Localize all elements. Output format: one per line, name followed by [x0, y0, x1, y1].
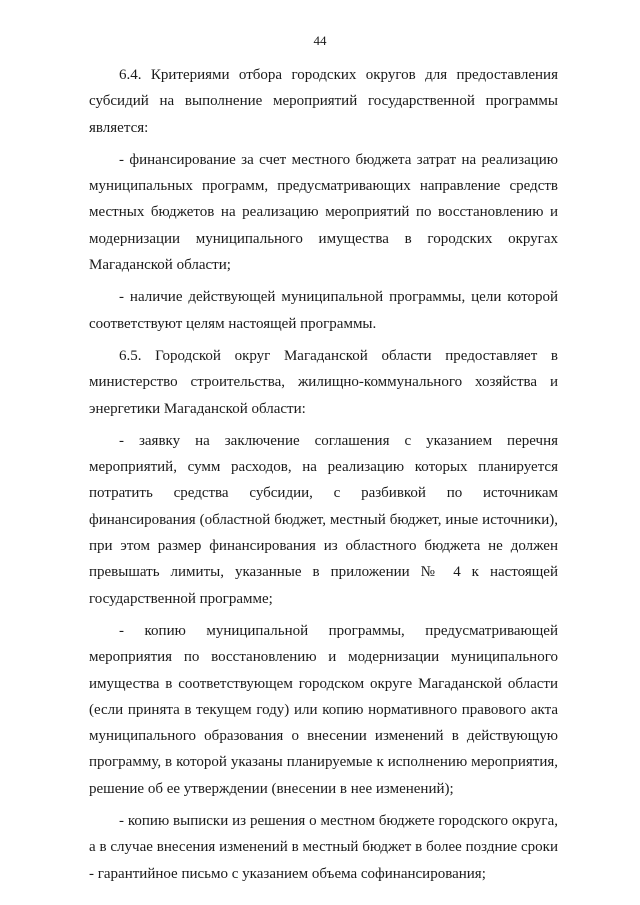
paragraph-criteria-program: - наличие действующей муниципальной программы, цели которой соответствуют целям настоящей программы. — [89, 289, 558, 332]
document-body — [89, 62, 558, 887]
paragraph-criteria-financing: - финансирование за счет местного бюджета затрат на реализацию муниципальных программ, предусматривающих направление средств местных бюджетов на реализацию мероприятий по восстановлению и модернизации муниципального имущества в городских округах Магаданской области; — [89, 151, 558, 274]
paragraph-6-5: 6.5. Городской округ Магаданской области предоставляет в министерство строительства, жилищно-коммунального хозяйства и энергетики Магаданской области: — [89, 347, 558, 417]
page-number: 44 — [313, 33, 327, 48]
paragraph-application: - заявку на заключение соглашения с указанием перечня мероприятий, сумм расходов, на реализацию которых планируется потратить средства субсидии, с разбивкой по источникам финансирования (областной бюджет, местный бюджет, иные источники), при этом размер финансирования из областного бюджета не должен превышать лимиты, указанные в приложении № 4 к настоящей государственной программе; — [89, 432, 558, 607]
paragraph-program-copy: - копию муниципальной программы, предусматривающей мероприятия по восстановлению и модернизации муниципального имущества в соответствующем городском округе Магаданской области (если принята в текущем году) или копию нормативного правового акта муниципального образования о внесении изменений в действующую программу, в которой указаны планируемые к исполнению мероприятия, решение об ее утверждении (внесении в нее изменений); — [89, 622, 558, 797]
paragraph-6-4: 6.4. Критериями отбора городских округов для предоставления субсидий на выполнение мероприятий государственной программы является: — [89, 67, 558, 136]
paragraph-budget-extract: - копию выписки из решения о местном бюджете городского округа, а в случае внесения изменений в местный бюджет в более поздние сроки - гарантийное письмо с указанием объема софинансирования; — [89, 813, 558, 882]
